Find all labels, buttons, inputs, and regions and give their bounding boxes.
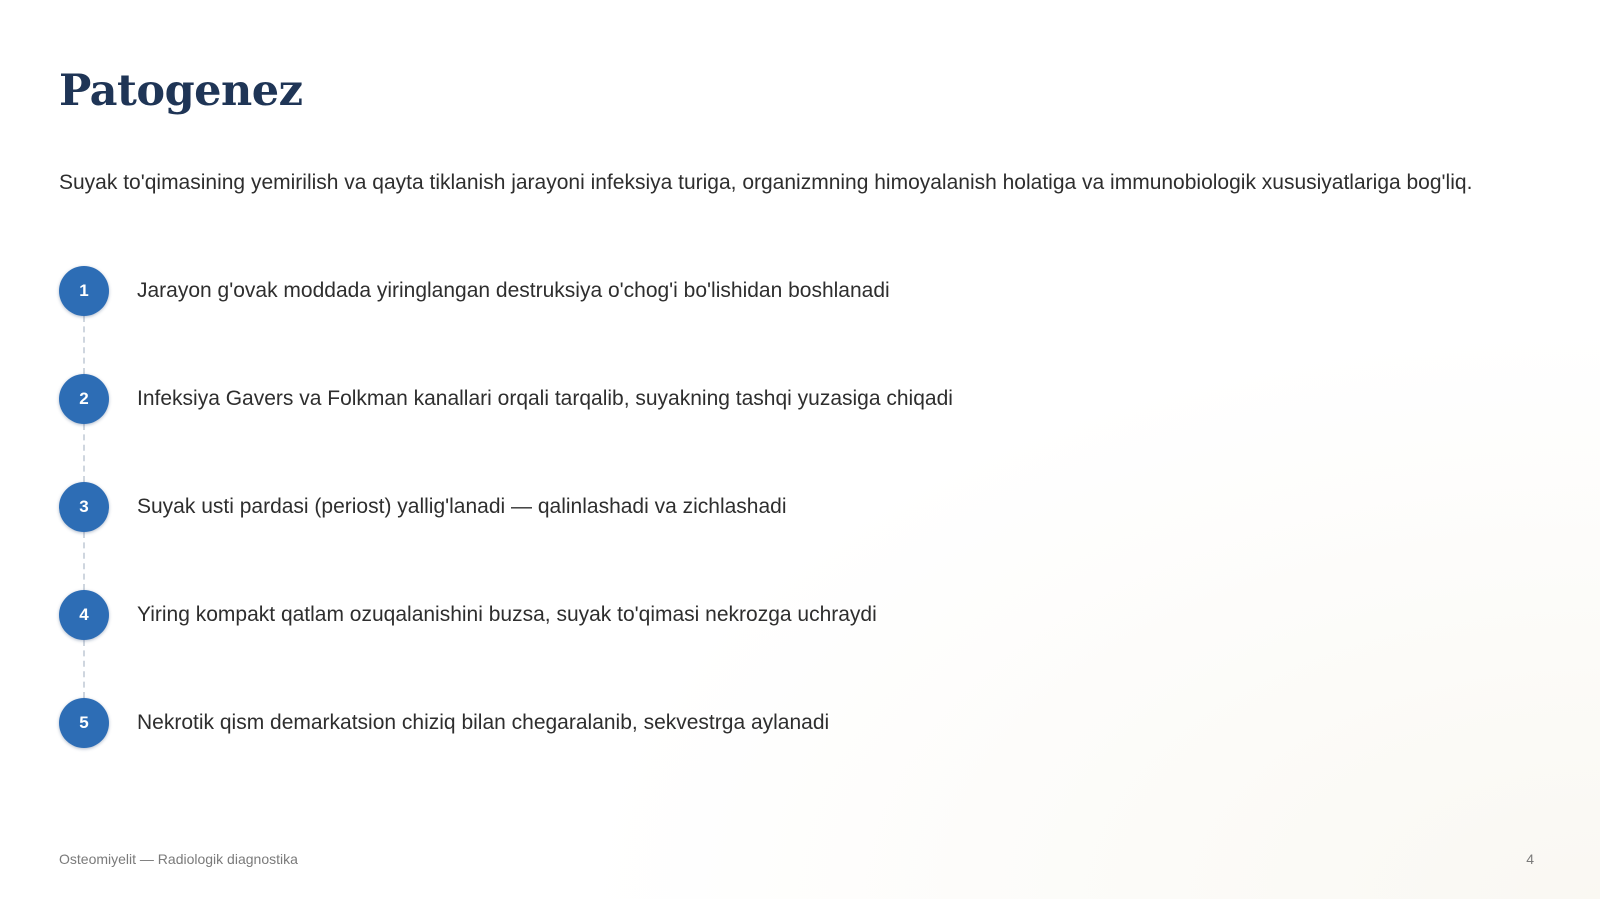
- steps-timeline: [59, 266, 1459, 766]
- timeline-connector: [83, 532, 85, 590]
- step-item: [59, 266, 1459, 316]
- step-text: Suyak usti pardasi (periost) yallig'lanadi — qalinlashadi va zichlashadi: [137, 495, 787, 518]
- step-item: [59, 590, 1459, 640]
- step-item: [59, 374, 1459, 424]
- timeline-connector: [83, 316, 85, 374]
- step-text: Jarayon g'ovak moddada yiringlangan destruksiya o'chog'i bo'lishidan boshlanadi: [137, 279, 890, 302]
- step-number-badge: 4: [59, 590, 109, 640]
- footer-caption: Osteomiyelit — Radiologik diagnostika: [59, 851, 298, 867]
- intro-paragraph: Suyak to'qimasining yemirilish va qayta tiklanish jarayoni infeksiya turiga, organizmning himoyalanish holatiga va immunobiologik xususiyatlariga bog'liq.: [59, 171, 1473, 194]
- step-text: Nekrotik qism demarkatsion chiziq bilan chegaralanib, sekvestrga aylanadi: [137, 711, 830, 734]
- step-number-badge: 2: [59, 374, 109, 424]
- slide-title: Patogenez: [59, 66, 303, 116]
- step-number-badge: 1: [59, 266, 109, 316]
- step-number-badge: 5: [59, 698, 109, 748]
- step-text: Infeksiya Gavers va Folkman kanallari orqali tarqalib, suyakning tashqi yuzasiga chiqadi: [137, 387, 953, 410]
- step-item: [59, 482, 1459, 532]
- page-number: 4: [1526, 851, 1534, 867]
- timeline-connector: [83, 424, 85, 482]
- timeline-connector: [83, 640, 85, 698]
- step-number-badge: 3: [59, 482, 109, 532]
- step-item: [59, 698, 1459, 748]
- step-text: Yiring kompakt qatlam ozuqalanishini buzsa, suyak to'qimasi nekrozga uchraydi: [137, 603, 877, 626]
